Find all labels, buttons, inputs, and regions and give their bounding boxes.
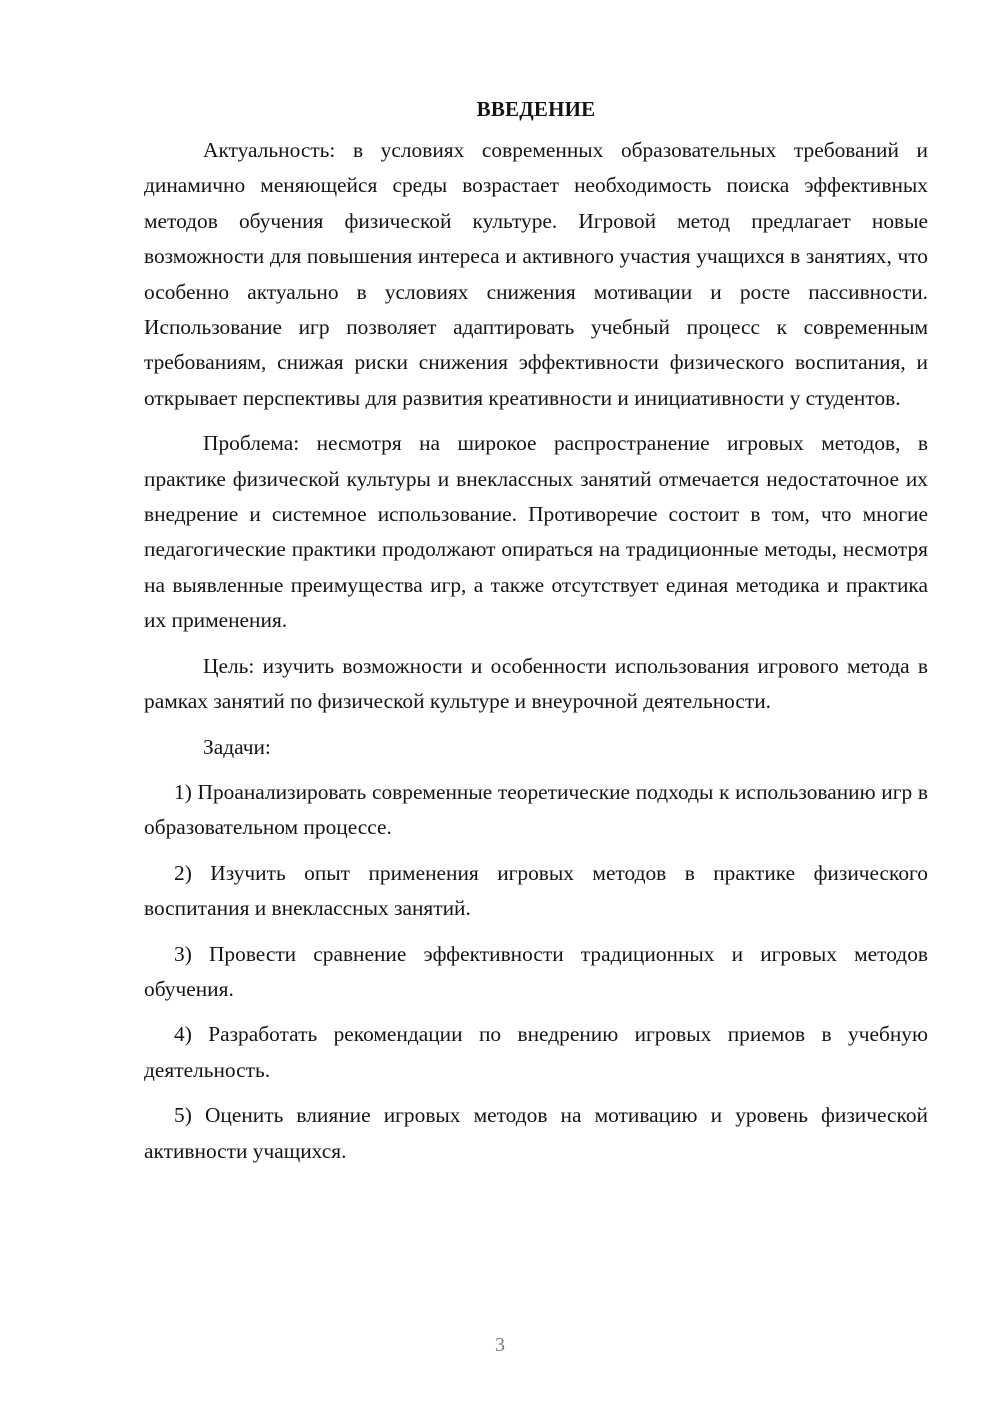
task-item [144,937,928,1008]
task-number: 1) [174,779,192,804]
task-number: 5) [174,1103,192,1128]
goal-paragraph: Цель: изучить возможности и особенности использования игрового метода в рамках занятий по физической культуре и внеурочной деятельности. [144,653,928,714]
task-item [144,1017,928,1088]
tasks-list [144,775,928,1169]
task-item [144,1098,928,1169]
relevance-paragraph: Актуальность: в условиях современных образовательных требований и динамично меняющейся среды возрастает необходимость поиска эффективных методов обучения физической культуре. Игровой метод предлагает новые возможности для повышения интереса и активного участия учащихся в занятиях, что особенно актуально в условиях снижения мотивации и росте пассивности. Использование игр позволяет адаптировать учебный процесс к современным требованиям, снижая риски снижения эффективности физического воспитания, и открывает перспективы для развития креативности и инициативности у студентов. [144,138,928,410]
section-title: ВВЕДЕНИЕ [476,97,596,121]
task-text: Разработать рекомендации по внедрению игровых приемов в учебную деятельность. [144,1022,928,1082]
task-item [144,856,928,927]
page-number: 3 [495,1334,505,1356]
task-text: Провести сравнение эффективности традиционных и игровых методов обучения. [144,941,928,1001]
task-text: Проанализировать современные теоретические подходы к использованию игр в образовательном процессе. [144,779,928,840]
page-content [144,92,928,1179]
task-item [144,775,928,846]
problem-paragraph: Проблема: несмотря на широкое распространение игровых методов, в практике физической культуры и внеклассных занятий отмечается недостаточное их внедрение и системное использование. Противоречие состоит в том, что многие педагогические практики продолжают опираться на традиционные методы, несмотря на выявленные преимущества игр, а также отсутствует единая методика и практика их применения. [144,431,928,633]
tasks-heading: Задачи: [203,734,271,759]
task-number: 4) [174,1022,192,1047]
task-text: Изучить опыт применения игровых методов в практике физического воспитания и внеклассных занятий. [144,860,928,921]
task-text: Оценить влияние игровых методов на мотивацию и уровень физической активности учащихся. [144,1103,928,1163]
task-number: 3) [174,941,192,966]
task-number: 2) [174,860,192,885]
